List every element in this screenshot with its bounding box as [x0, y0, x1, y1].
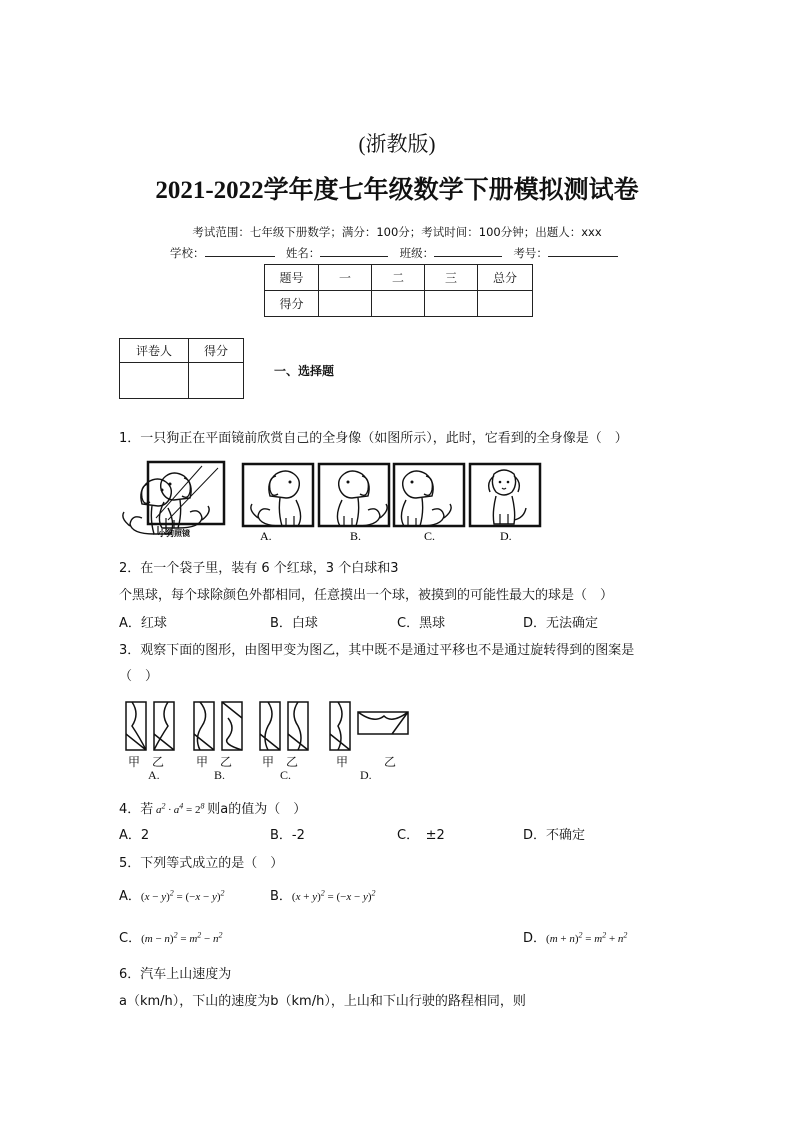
q1-option-d[interactable]: D.: [500, 529, 512, 543]
score-header-cell: 总分: [478, 265, 533, 291]
q2-option-c[interactable]: C．黑球: [397, 616, 446, 631]
q5-letter-c: C．: [119, 931, 142, 946]
q3-label-d-yi: 乙: [384, 755, 397, 769]
q3-option-c[interactable]: C.: [280, 768, 292, 782]
q3-label-c: 甲 乙: [262, 755, 299, 769]
mirror-caption: 小狗照镜: [158, 529, 190, 538]
student-fields: [170, 245, 618, 261]
q4-option-c[interactable]: C． ±2: [397, 828, 445, 843]
grader-cell[interactable]: [189, 363, 244, 399]
class-field[interactable]: [434, 245, 502, 257]
exam-title: 2021-2022学年度七年级数学下册模拟测试卷: [155, 177, 639, 204]
q5-option-b[interactable]: [270, 885, 376, 904]
question-5-text: 5．下列等式成立的是（ ）: [119, 856, 284, 871]
q4-option-b[interactable]: B．-2: [270, 828, 305, 843]
q2-option-a[interactable]: A．红球: [119, 616, 167, 631]
grader-header-cell: 评卷人: [120, 339, 189, 363]
question-2-line2: 个黑球，每个球除颜色外都相同，任意摸出一个球，被摸到的可能性最大的球是（ ）: [119, 588, 614, 603]
q5-formula-a: $(x - y)^2 = (-x - y)^2$: [140, 888, 225, 903]
score-row-label: 得分: [265, 291, 319, 317]
class-label: 班级：: [399, 246, 435, 260]
q4-formula: $a^2 \cdot a^4 = 2^8$: [153, 801, 205, 816]
school-label: 学校：: [170, 246, 205, 260]
question-6-line1: 6．汽车上山速度为: [119, 967, 232, 982]
school-field[interactable]: [205, 245, 275, 257]
score-header-cell: 三: [425, 265, 478, 291]
question-1-text: 1．一只狗正在平面镜前欣赏自己的全身像（如图所示），此时，它看到的全身像是（ ）: [119, 431, 628, 446]
score-table: [264, 264, 533, 317]
question-3-line2: （ ）: [119, 669, 159, 684]
grader-table: [119, 338, 244, 399]
q3-option-d[interactable]: D.: [360, 768, 372, 782]
q5-option-c[interactable]: [119, 927, 222, 946]
q5-option-d[interactable]: [523, 927, 627, 946]
exam-info-line: 考试范围：七年级下册数学；满分：100分；考试时间：100分钟；出题人：xxx: [192, 225, 602, 239]
q5-letter-a: A．: [119, 889, 141, 904]
score-header-cell: 二: [372, 265, 425, 291]
q5-letter-d: D．: [523, 931, 547, 946]
q1-option-a[interactable]: A.: [260, 529, 272, 543]
q4-option-d[interactable]: D．不确定: [523, 828, 586, 843]
edition-label: (浙教版): [358, 132, 436, 156]
number-label: 考号：: [513, 246, 548, 260]
q5-letter-b: B．: [270, 889, 292, 904]
q5-formula-b: $(x + y)^2 = (-x - y)^2$: [291, 888, 376, 903]
q5-formula-d: $(m + n)^2 = m^2 + n^2$: [546, 930, 628, 945]
q3-label-b: 甲 乙: [196, 755, 233, 769]
name-label: 姓名：: [285, 246, 321, 260]
q5-option-a[interactable]: [119, 885, 225, 904]
score-header-cell: 题号: [265, 265, 319, 291]
question-3-line1: 3．观察下面的图形，由图甲变为图乙，其中既不是通过平移也不是通过旋转得到的图案是: [119, 643, 635, 658]
score-cell[interactable]: [372, 291, 425, 317]
q3-figure: [122, 698, 422, 784]
name-field[interactable]: [320, 245, 388, 257]
score-cell[interactable]: [425, 291, 478, 317]
q3-label-a: 甲 乙: [128, 755, 165, 769]
q1-option-b[interactable]: B.: [350, 529, 362, 543]
q3-option-a[interactable]: A.: [148, 768, 160, 782]
q4-prefix: 4．若: [119, 802, 154, 817]
question-2-line1: 2．在一个袋子里，装有 6 个红球，3 个白球和3: [119, 561, 399, 576]
q4-option-a[interactable]: A．2: [119, 828, 150, 843]
q2-option-d[interactable]: D．无法确定: [523, 616, 599, 631]
question-4-text: [119, 798, 306, 817]
q4-suffix: 则a的值为（ ）: [207, 802, 307, 817]
number-field[interactable]: [548, 245, 618, 257]
q2-option-b[interactable]: B．白球: [270, 616, 318, 631]
score-cell[interactable]: [319, 291, 372, 317]
q3-option-b[interactable]: B.: [214, 768, 226, 782]
question-6-line2: a（km/h），下山的速度为b（km/h），上山和下山行驶的路程相同，则: [119, 994, 526, 1009]
section-title: 一、选择题: [274, 364, 335, 378]
score-cell[interactable]: [478, 291, 533, 317]
q1-figure: [118, 458, 548, 544]
grader-header-cell: 得分: [189, 339, 244, 363]
grader-cell[interactable]: [120, 363, 189, 399]
q3-label-d-jia: 甲: [336, 755, 349, 769]
q5-formula-c: $(m - n)^2 = m^2 - n^2$: [141, 930, 223, 945]
q1-option-c[interactable]: C.: [424, 529, 436, 543]
score-header-cell: 一: [319, 265, 372, 291]
